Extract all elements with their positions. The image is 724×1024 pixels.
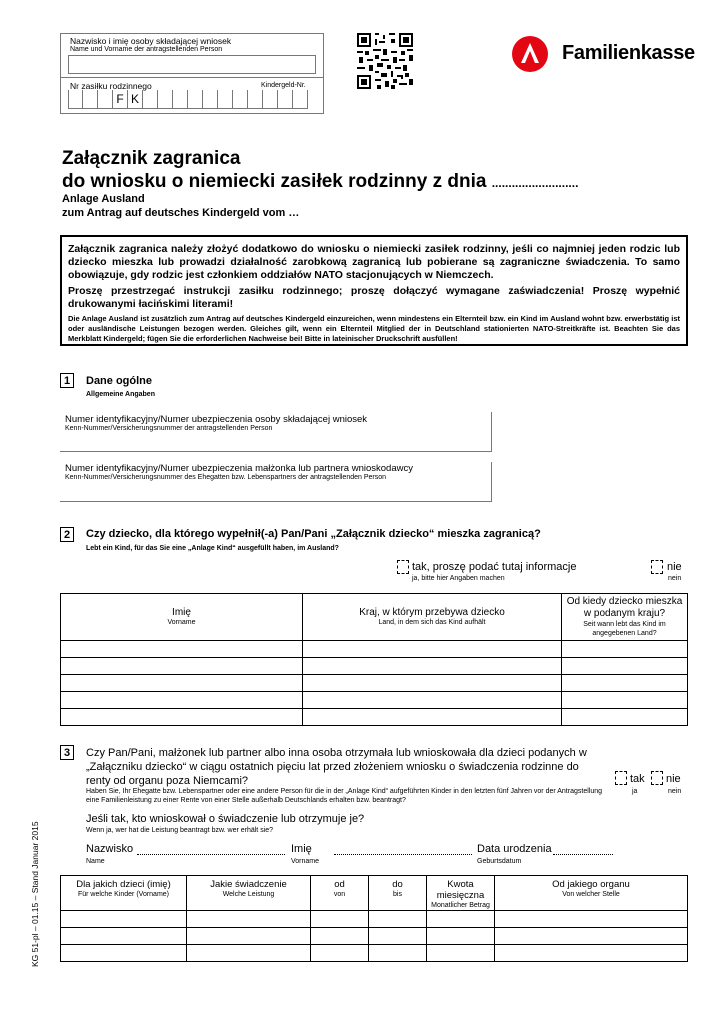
section-3-number: 3 — [60, 745, 74, 760]
column-header-label: Od jakiego organu — [552, 879, 630, 890]
kg-number-cell[interactable] — [83, 90, 98, 108]
table-cell[interactable] — [495, 928, 688, 945]
section-2-number: 2 — [60, 527, 74, 542]
section-1-number: 1 — [60, 373, 74, 388]
section-3-question-de: Haben Sie, Ihr Ehegatte bzw. Lebenspartner oder eine andere Person für die in der „Anlage Kind“ aufgeführten Kinder in den letzten fünf Jahren vor der Antragstellung eine Familienleistung zu einer Rente von einer Stelle außerhalb Deutschlands erhalten bzw. beantragt? — [86, 788, 603, 804]
section-2-no-checkbox[interactable] — [651, 560, 663, 574]
table-cell[interactable] — [562, 709, 688, 726]
table-cell[interactable] — [303, 709, 562, 726]
section-1-title-de: Allgemeine Angaben — [86, 391, 155, 398]
surname-input[interactable] — [137, 854, 285, 855]
table-cell[interactable] — [61, 658, 303, 675]
dob-input[interactable] — [553, 854, 613, 855]
table-cell[interactable] — [562, 692, 688, 709]
date-placeholder-dots: .......................... — [491, 176, 579, 190]
table-cell[interactable] — [369, 945, 427, 962]
table-row — [61, 692, 688, 709]
table-cell[interactable] — [303, 641, 562, 658]
table-row — [61, 709, 688, 726]
column-header-label: Kwota miesięczna — [436, 879, 485, 901]
column-header-label-de: Seit wann lebt das Kind im angegebenen Land? — [583, 621, 666, 637]
column-header — [303, 594, 562, 641]
field-border — [491, 412, 492, 452]
table-cell[interactable] — [311, 928, 369, 945]
section-3-question: Czy Pan/Pani, małżonek lub partner albo inna osoba otrzymała lub wnioskowała dla dzieci podanych w „Załączniku dziecko“ w ciągu ostatnich pięciu lat przed złożeniem wniosku o świadczenia rodzinne do renty od organu poza Niemcami? — [86, 747, 587, 787]
table-row — [61, 675, 688, 692]
applicant-name-field[interactable] — [68, 55, 316, 74]
kg-number-cell[interactable] — [173, 90, 188, 108]
table-cell[interactable] — [61, 692, 303, 709]
table-cell[interactable] — [187, 911, 311, 928]
dob-label-de: Geburtsdatum — [477, 858, 522, 865]
column-header-label: Od kiedy dziecko mieszka w podanym kraju? — [566, 596, 683, 619]
kg-number-cell[interactable] — [233, 90, 248, 108]
familienkasse-logo-icon — [512, 36, 548, 72]
section-1-title: Dane ogólne — [86, 375, 153, 387]
document-subtitle-de: zum Antrag auf deutsches Kindergeld vom … — [62, 207, 300, 219]
table-cell[interactable] — [562, 658, 688, 675]
kg-number-cell[interactable] — [143, 90, 158, 108]
section-3-yes-label: tak — [630, 773, 645, 785]
form-number-side: KG 51-pl – 01.15 – Stand Januar 2015 — [30, 821, 40, 967]
surname-label: Nazwisko — [86, 843, 134, 855]
table-cell[interactable] — [187, 928, 311, 945]
kg-number-cell[interactable] — [158, 90, 173, 108]
applicant-name-label: Nazwisko i imię osoby składającej wniosek — [70, 36, 232, 46]
column-header — [562, 594, 688, 641]
section-2-yes-checkbox[interactable] — [397, 560, 409, 574]
applicant-name-label-de: Name und Vorname der antragstellenden Person — [70, 46, 223, 53]
section-3-followup-question-de: Wenn ja, wer hat die Leistung beantragt bzw. wer erhält sie? — [86, 827, 274, 834]
column-header — [187, 876, 311, 911]
table-cell[interactable] — [562, 675, 688, 692]
notice-paragraph-pl: Załącznik zagranica należy złożyć dodatkowo do wniosku o niemiecki zasiłek rodzinny, jeśli co najmniej jeden rodzic lub dziecko mieszka lub prowadzi działalność zarobkową zagranicą lub pobierane są zagraniczne świadczenia. To samo obowiązuje, gdy rodzic jest członkiem oddziałów NATO stacjonujących w Niemczech. — [68, 243, 680, 281]
table-cell[interactable] — [61, 911, 187, 928]
benefits-table — [60, 875, 688, 962]
kg-number-letter-f: F — [113, 90, 128, 108]
table-cell[interactable] — [495, 945, 688, 962]
column-header-label: Dla jakich dzieci (imię) — [76, 879, 171, 890]
column-header-label-de: Vorname — [167, 619, 196, 626]
table-row — [61, 911, 688, 928]
firstname-input[interactable] — [334, 854, 472, 855]
section-3-no-checkbox[interactable] — [651, 771, 663, 785]
kg-number-cell[interactable] — [98, 90, 113, 108]
table-row — [61, 641, 688, 658]
table-cell[interactable] — [427, 911, 495, 928]
table-cell[interactable] — [61, 945, 187, 962]
section-2-yes-label-de: ja, bitte hier Angaben machen — [412, 575, 505, 582]
firstname-label: Imię — [291, 843, 312, 855]
kg-number-cell[interactable] — [248, 90, 263, 108]
column-header-label: Imię — [172, 607, 191, 618]
table-cell[interactable] — [427, 928, 495, 945]
table-cell[interactable] — [61, 928, 187, 945]
table-cell[interactable] — [187, 945, 311, 962]
document-title: Załącznik zagranica — [62, 148, 241, 169]
section-2-question: Czy dziecko, dla którego wypełnił(-a) Pan/Pani „Załącznik dziecko“ mieszka zagranicą? — [86, 528, 541, 540]
table-cell[interactable] — [369, 911, 427, 928]
spouse-id-label: Numer identyfikacyjny/Numer ubezpieczenia małżonka lub partnera wnioskodawcy — [65, 463, 413, 474]
familienkasse-logo-text: Familienkasse — [562, 42, 695, 64]
surname-label-de: Name — [86, 858, 105, 865]
section-3-no-label: nie — [666, 773, 681, 785]
table-cell[interactable] — [562, 641, 688, 658]
table-cell[interactable] — [311, 911, 369, 928]
header-divider — [61, 77, 323, 78]
table-cell[interactable] — [369, 928, 427, 945]
section-3-followup-question: Jeśli tak, kto wnioskował o świadczenie lub otrzymuje je? — [86, 813, 365, 825]
kg-number-cell[interactable] — [293, 90, 308, 108]
column-header — [61, 876, 187, 911]
section-3-yes-checkbox[interactable] — [615, 771, 627, 785]
kg-number-field[interactable] — [68, 90, 308, 109]
section-2-no-label-de: nein — [668, 575, 682, 582]
column-header — [369, 876, 427, 911]
section-2-yes-label: tak, proszę podać tutaj informacje — [412, 561, 577, 573]
column-header-label: Kraj, w którym przebywa dziecko — [359, 607, 505, 618]
table-cell[interactable] — [303, 675, 562, 692]
qr-code — [357, 33, 413, 89]
column-header-label-de: Welche Leistung — [222, 891, 275, 898]
column-header — [495, 876, 688, 911]
table-cell[interactable] — [61, 709, 303, 726]
applicant-id-label: Numer identyfikacyjny/Numer ubezpieczenia osoby składającej wniosek — [65, 414, 368, 425]
children-abroad-table — [60, 593, 688, 726]
table-row — [61, 658, 688, 675]
kg-number-label: Nr zasiłku rodzinnego — [70, 81, 152, 91]
column-header-label-de: Für welche Kinder (Vorname) — [77, 891, 170, 898]
column-header-label: Jakie świadczenie — [210, 879, 287, 890]
column-header-label: do — [392, 879, 403, 890]
spouse-id-label-de: Kenn-Nummer/Versicherungsnummer des Ehegatten bzw. Lebenspartners der antragstellenden Person — [65, 474, 387, 481]
table-cell[interactable] — [303, 658, 562, 675]
table-row — [61, 928, 688, 945]
table-cell[interactable] — [61, 641, 303, 658]
column-header — [311, 876, 369, 911]
field-border — [491, 462, 492, 502]
instructions-notice — [60, 235, 688, 346]
kg-number-cell[interactable] — [218, 90, 233, 108]
section-2-no-label: nie — [667, 561, 682, 573]
notice-instruction-pl: Proszę przestrzegać instrukcji zasiłku rodzinnego; proszę dołączyć wymagane zaświadczenia! Proszę wypełnić drukowanymi łacińskimi literami! — [68, 285, 680, 310]
column-header-label-de: Monatlicher Betrag — [431, 902, 490, 909]
table-row — [61, 945, 688, 962]
table-cell[interactable] — [495, 911, 688, 928]
table-cell[interactable] — [303, 692, 562, 709]
table-cell[interactable] — [427, 945, 495, 962]
column-header-label-de: Land, in dem sich das Kind aufhält — [378, 619, 486, 626]
column-header-label-de: bis — [393, 891, 402, 898]
section-3-yes-label-de: ja — [632, 788, 638, 795]
document-subtitle — [62, 171, 578, 194]
kg-number-letter-k: K — [128, 90, 143, 108]
kg-number-cell[interactable] — [188, 90, 203, 108]
kg-number-cell[interactable] — [278, 90, 293, 108]
document-subtitle-text: do wniosku o niemiecki zasiłek rodzinny z dnia — [62, 171, 487, 192]
column-header-label: od — [334, 879, 345, 890]
table-header-row — [61, 594, 688, 641]
column-header-label-de: Von welcher Stelle — [562, 891, 620, 898]
firstname-label-de: Vorname — [291, 858, 320, 865]
kg-number-label-de: Kindergeld-Nr. — [261, 82, 306, 89]
section-2-question-de: Lebt ein Kind, für das Sie eine „Anlage Kind“ ausgefüllt haben, im Ausland? — [86, 545, 339, 552]
notice-paragraph-de: Die Anlage Ausland ist zusätzlich zum Antrag auf deutsches Kindergeld einzureichen, wenn mindestens ein Elternteil bzw. ein Kind im Ausland wohnt bzw. erwerbstätig ist oder ausländische Leistungen bezogen werden. Gleiches gilt, wenn ein Elternteil Mitglied der in Deutschland stationierten NATO-Streitkräfte ist. Beachten Sie das Merkblatt Kindergeld; fügen Sie die erforderlichen Nachweise bei! Bitte in lateinischer Druckschrift ausfüllen! — [68, 314, 680, 343]
column-header-label-de: von — [333, 891, 346, 898]
column-header — [427, 876, 495, 911]
kg-number-cell[interactable] — [68, 90, 83, 108]
kg-number-cell[interactable] — [203, 90, 218, 108]
table-header-row — [61, 876, 688, 911]
section-3-no-label-de: nein — [668, 788, 682, 795]
table-cell[interactable] — [311, 945, 369, 962]
dob-label: Data urodzenia — [477, 843, 552, 855]
document-title-de: Anlage Ausland — [62, 193, 145, 205]
kg-number-cell[interactable] — [263, 90, 278, 108]
column-header — [61, 594, 303, 641]
table-cell[interactable] — [61, 675, 303, 692]
applicant-id-label-de: Kenn-Nummer/Versicherungsnummer der antragstellenden Person — [65, 425, 273, 432]
